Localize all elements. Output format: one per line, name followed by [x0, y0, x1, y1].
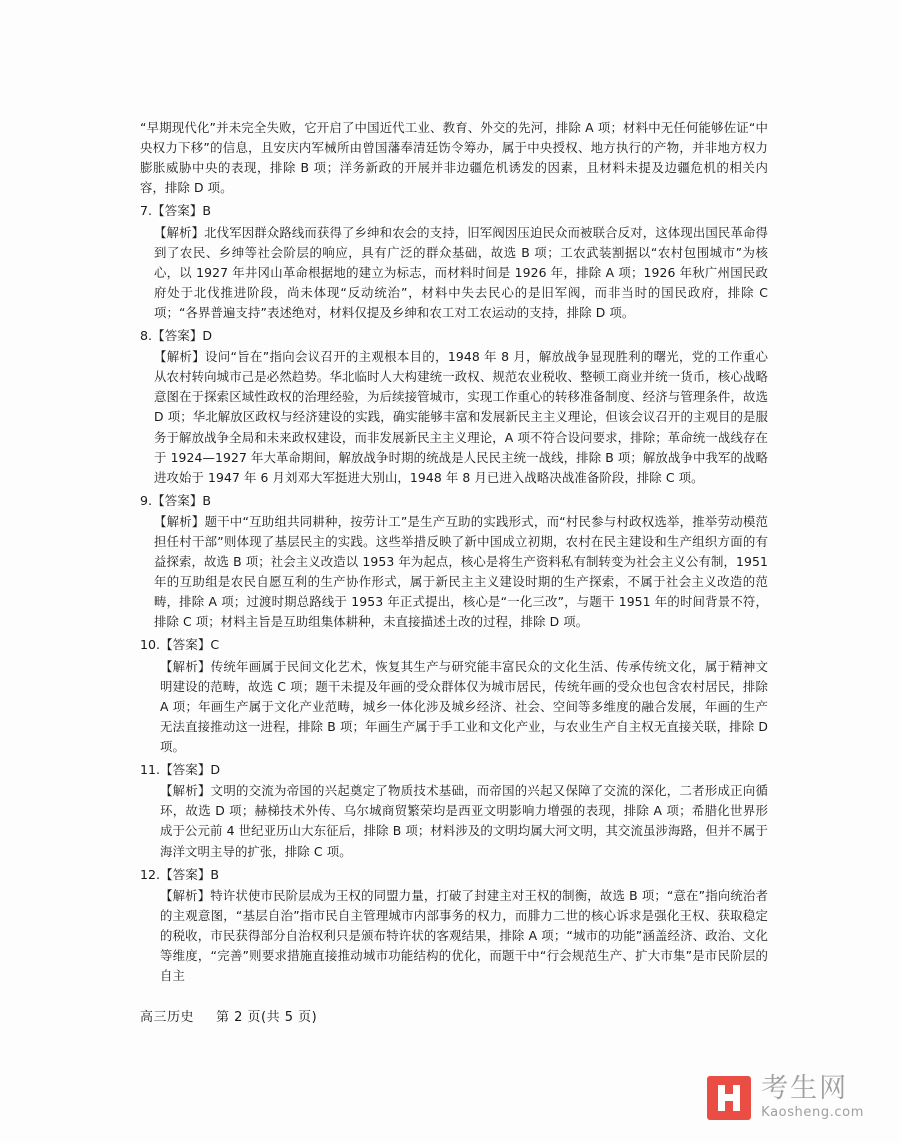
footer-page-info: 第 2 页(共 5 页): [216, 1010, 318, 1025]
explanation-text: 【解析】设问“旨在”指向会议召开的主观根本目的，1948 年 8 月，解放战争显现胜利的曙光，党的工作重心从农村转向城市己是必然趋势。华北临时人大构建统一政权、规范农业税收、整顿工商业并统一货币，核心战略意图在于探索区域性政权的治理经验，为后续接管城市，实现工作重心的转移准备制度、经济与管理条件，故选 D 项；华北解放区政权与经济建设的实践，确实能够丰富和发展新民主主义理论，但该会议召开的主观目的是服务于解放战争全局和未来政权建设，而非发展新民主主义理论，A 项不符合设问要求，排除；革命统一战线存在于 1924—1927 年大革命期间，解放战争时期的统战是人民民主统一战线，排除 B 项；解放战争中我军的战略进攻始于 1947 年 6 月刘邓大军挺进大别山，1948 年 8 月已进入战略决战准备阶段，排除 C 项。: [154, 349, 768, 485]
answer-value: B: [202, 492, 212, 508]
watermark-chinese: 考生网: [761, 1073, 849, 1105]
page-content: [140, 118, 768, 988]
answer-line: [140, 635, 768, 655]
footer-subject: 高三历史: [140, 1010, 195, 1025]
question-number: 7.: [140, 203, 153, 219]
answer-line: [140, 491, 768, 511]
question-number: 8.: [140, 327, 153, 343]
answer-item-9: [140, 491, 768, 633]
explanation-text: 【解析】题干中“互助组共同耕种，按劳计工”是生产互助的实践形式，而“村民参与村政权选举，推举劳动模范担任村干部”则体现了基层民主的实践。这些举措反映了新中国成立初期，农村在民主建设和生产组织方面的有益探索，故选 B 项；社会主义改造以 1953 年为起点，核心是将生产资料私有制转变为社会主义公有制，1951 年的互助组是农民自愿互利的生产协作形式，属于新民主主义建设时期的生产探索，不属于社会主义改造的范畴，排除 A 项；过渡时期总路线于 1953 年正式提出，核心是“一化三改”，与题干 1951 年的时间背景不符，排除 C 项；材料主旨是互助组集体耕种，未直接描述土改的过程，排除 D 项。: [154, 513, 768, 630]
answer-value: B: [202, 203, 212, 219]
answer-value: D: [202, 327, 213, 343]
kaosheng-logo-icon: [707, 1076, 751, 1120]
answer-label: 【答案】: [160, 637, 211, 653]
watermark-text: [761, 1075, 864, 1121]
question-number: 11.: [140, 762, 161, 778]
answer-label: 【答案】: [160, 762, 211, 778]
answer-item-11: [140, 760, 768, 862]
answer-item-7: [140, 201, 768, 323]
answer-value: D: [210, 762, 221, 778]
answer-label: 【答案】: [152, 492, 203, 508]
answer-label: 【答案】: [152, 203, 203, 219]
question-number: 10.: [140, 637, 161, 653]
explanation-text: 【解析】北伐军因群众路线而获得了乡绅和农会的支持，旧军阀因压迫民众而被联合反对，这体现出国民革命得到了农民、乡绅等社会阶层的响应，具有广泛的群众基础，故选 B 项；工农武装割据以“农村包围城市”为核心，以 1927 年井冈山革命根据地的建立为标志，而材料时间是 1926 年，排除 A 项；1926 年秋广州国民政府处于北伐推进阶段，尚未体现“反动统治”，材料中失去民心的是旧军阀，而非当时的国民政府，排除 C 项；“各界普遍支持”表述绝对，材料仅提及乡绅和农工对工农运动的支持，排除 D 项。: [154, 224, 768, 320]
top-paragraph: “早期现代化”并未完全失败，它开启了中国近代工业、教育、外交的先河，排除 A 项；材料中无任何能够佐证“中央权力下移”的信息，且安庆内军械所由曾国藩奉清廷饬令筹办，属于中央授权、地方执行的产物，并非地方权力膨胀威胁中央的表现，排除 B 项；洋务新政的开展并非边疆危机诱发的因素，且材料未提及边疆危机的相关内容，排除 D 项。: [140, 120, 768, 196]
explanation-text: 【解析】文明的交流为帝国的兴起奠定了物质技术基础，而帝国的兴起又保障了交流的深化，二者形成正向循环，故选 D 项；赫梯技术外传、乌尔城商贸繁荣均是西亚文明影响力增强的表现，排除 A 项；希腊化世界形成于公元前 4 世纪亚历山大东征后，排除 B 项；材料涉及的文明均属大河文明，其交流虽涉海路，但并不属于海洋文明主导的扩张，排除 C 项。: [160, 783, 768, 859]
answer-item-8: [140, 326, 768, 488]
page-footer: [140, 1006, 768, 1025]
answer-label: 【答案】: [152, 327, 203, 343]
answer-value: C: [210, 637, 220, 653]
explanation-text: 【解析】特许状使市民阶层成为王权的同盟力量，打破了封建主对王权的制衡，故选 B 项；“意在”指向统治者的主观意图，“基层自治”指市民自主管理城市内部事务的权力，而腓力二世的核心诉求是强化王权、获取稳定的税收，市民获得部分自治权利只是颁布特许状的客观结果，排除 A 项；“城市的功能”涵盖经济、政治、文化等维度，“完善”则要求措施直接推动城市功能结构的优化，而题干中“行会规范生产、扩大市集”是市民阶层的自主: [160, 887, 768, 984]
answer-line: [140, 201, 768, 221]
answer-label: 【答案】: [160, 866, 211, 882]
watermark-english: Kaosheng.com: [761, 1105, 864, 1121]
answer-value: B: [210, 866, 220, 882]
question-number: 9.: [140, 492, 153, 508]
explanation-text: 【解析】传统年画属于民间文化艺术，恢复其生产与研究能丰富民众的文化生活、传承传统文化，属于精神文明建设的范畴，故选 C 项；题干未提及年画的受众群体仅为城市居民，传统年画的受众也包含农村居民，排除 A 项；年画生产属于文化产业范畴，城乡一体化涉及城乡经济、社会、空间等多维度的融合发展，年画的生产无法直接推动这一进程，排除 B 项；年画生产属于手工业和文化产业，与农业生产自主权无直接关联，排除 D 项。: [160, 658, 768, 754]
logo-bar-icon: [733, 1085, 740, 1111]
answer-line: [140, 865, 768, 885]
watermark: [707, 1075, 864, 1121]
answer-line: [140, 326, 768, 346]
question-number: 12.: [140, 866, 161, 882]
answer-line: [140, 760, 768, 780]
answer-item-12: [140, 865, 768, 987]
answer-item-10: [140, 635, 768, 757]
